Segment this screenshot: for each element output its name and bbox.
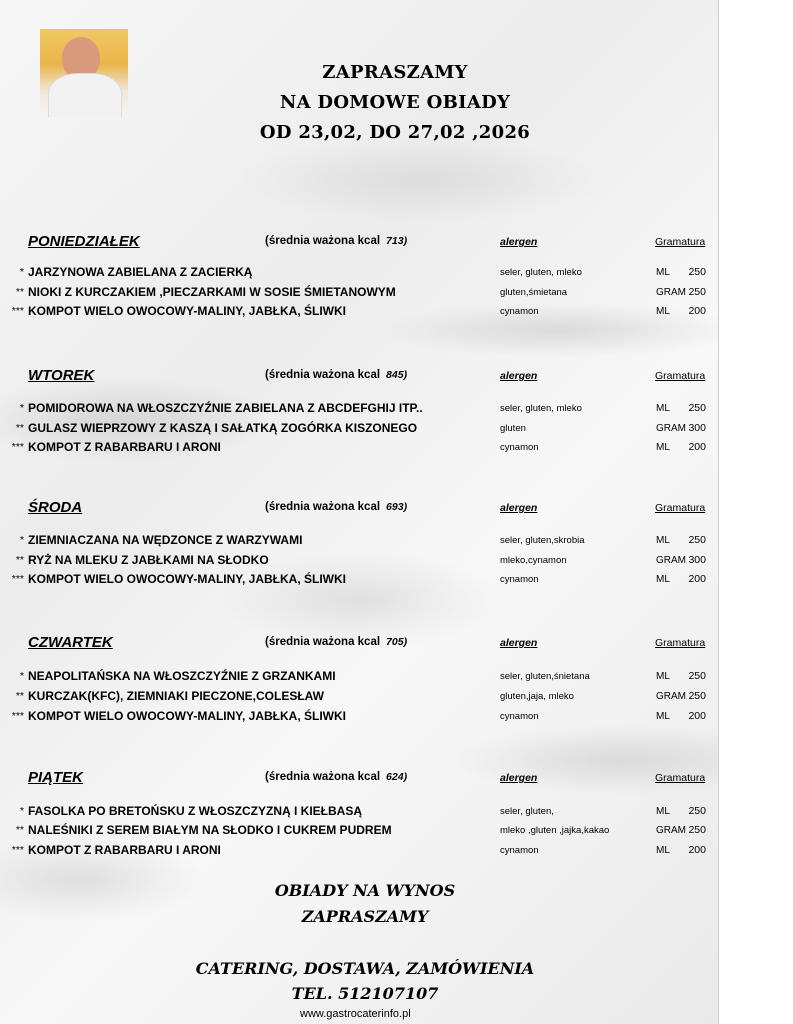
day-name: PIĄTEK (28, 769, 84, 786)
footer-phone: TEL. 512107107 (291, 984, 439, 1003)
gramatura-header: Gramatura (655, 236, 706, 248)
website-link[interactable]: www.gastrocaterinfo.pl (300, 1008, 411, 1020)
menu-item: ** NIOKI Z KURCZAKIEM ,PIECZARKAMI W SOSIE ŚMIETANOWYM gluten,śmietana GRAM 250 (15, 285, 706, 299)
gramatura-header: Gramatura (655, 502, 706, 514)
day-name: ŚRODA (28, 499, 83, 516)
menu-item: *** KOMPOT WIELO OWOCOWY-MALINY, JABŁKA, ŚLIWKI cynamon ML 200 (11, 572, 706, 586)
menu-item: *** KOMPOT WIELO OWOCOWY-MALINY, JABŁKA, ŚLIWKI cynamon ML 200 (11, 304, 706, 318)
gramatura-header: Gramatura (655, 637, 706, 649)
day-name: CZWARTEK (28, 634, 113, 651)
footer-invite: ZAPRASZAMY (301, 907, 429, 926)
chef-photo (40, 29, 128, 117)
menu-item: ** GULASZ WIEPRZOWY Z KASZĄ I SAŁATKĄ ZOGÓRKA KISZONEGO gluten GRAM 300 (15, 421, 706, 435)
menu-item: ** RYŻ NA MLEKU Z JABŁKAMI NA SŁODKO mleko,cynamon GRAM 300 (15, 553, 706, 567)
menu-item: * FASOLKA PO BRETOŃSKU Z WŁOSZCZYZNĄ I KIEŁBASĄ seler, gluten, ML 250 (19, 804, 706, 818)
day-name: PONIEDZIAŁEK (28, 233, 140, 250)
day-name: WTOREK (28, 367, 95, 384)
kcal-label: (średnia ważona kcal 624) (265, 771, 408, 783)
footer-services: CATERING, DOSTAWA, ZAMÓWIENIA (195, 959, 535, 978)
alergen-header: alergen (500, 236, 538, 248)
footer-takeaway: OBIADY NA WYNOS (274, 881, 456, 900)
header-line-3: OD 23,02, DO 27,02 ,2026 (259, 122, 531, 143)
kcal-label: (średnia ważona kcal 705) (265, 636, 408, 648)
menu-item: ** KURCZAK(KFC), ZIEMNIAKI PIECZONE,COLESŁAW gluten,jaja, mleko GRAM 250 (15, 689, 706, 703)
menu-item: * ZIEMNIACZANA NA WĘDZONCE Z WARZYWAMI seler, gluten,skrobia ML 250 (19, 533, 706, 547)
gramatura-header: Gramatura (655, 772, 706, 784)
menu-item: * NEAPOLITAŃSKA NA WŁOSZCZYŹNIE Z GRZANKAMI seler, gluten,śnietana ML 250 (19, 669, 706, 683)
header-line-1: ZAPRASZAMY (322, 62, 468, 83)
chef-coat-shape (48, 73, 122, 117)
kcal-label: (średnia ważona kcal 713) (265, 235, 408, 247)
menu-item: *** KOMPOT Z RABARBARU I ARONI cynamon ML 200 (11, 440, 706, 454)
header-line-2: NA DOMOWE OBIADY (279, 92, 511, 113)
kcal-label: (średnia ważona kcal 845) (265, 369, 408, 381)
gramatura-header: Gramatura (655, 370, 706, 382)
menu-item: *** KOMPOT WIELO OWOCOWY-MALINY, JABŁKA, ŚLIWKI cynamon ML 200 (11, 709, 706, 723)
alergen-header: alergen (500, 502, 538, 514)
page-edge-divider (718, 0, 719, 1024)
alergen-header: alergen (500, 772, 538, 784)
alergen-header: alergen (500, 370, 538, 382)
alergen-header: alergen (500, 637, 538, 649)
menu-item: * POMIDOROWA NA WŁOSZCZYŹNIE ZABIELANA Z ABCDEFGHIJ ITP.. seler, gluten, mleko ML 250 (19, 401, 706, 415)
menu-item: ** NALEŚNIKI Z SEREM BIAŁYM NA SŁODKO I CUKREM PUDREM mleko ,gluten ,jajka,kakao GRAM 250 (15, 823, 706, 837)
menu-item: *** KOMPOT Z RABARBARU I ARONI cynamon ML 200 (11, 843, 706, 857)
menu-item: * JARZYNOWA ZABIELANA Z ZACIERKĄ seler, gluten, mleko ML 250 (19, 265, 706, 279)
kcal-label: (średnia ważona kcal 693) (265, 501, 408, 513)
